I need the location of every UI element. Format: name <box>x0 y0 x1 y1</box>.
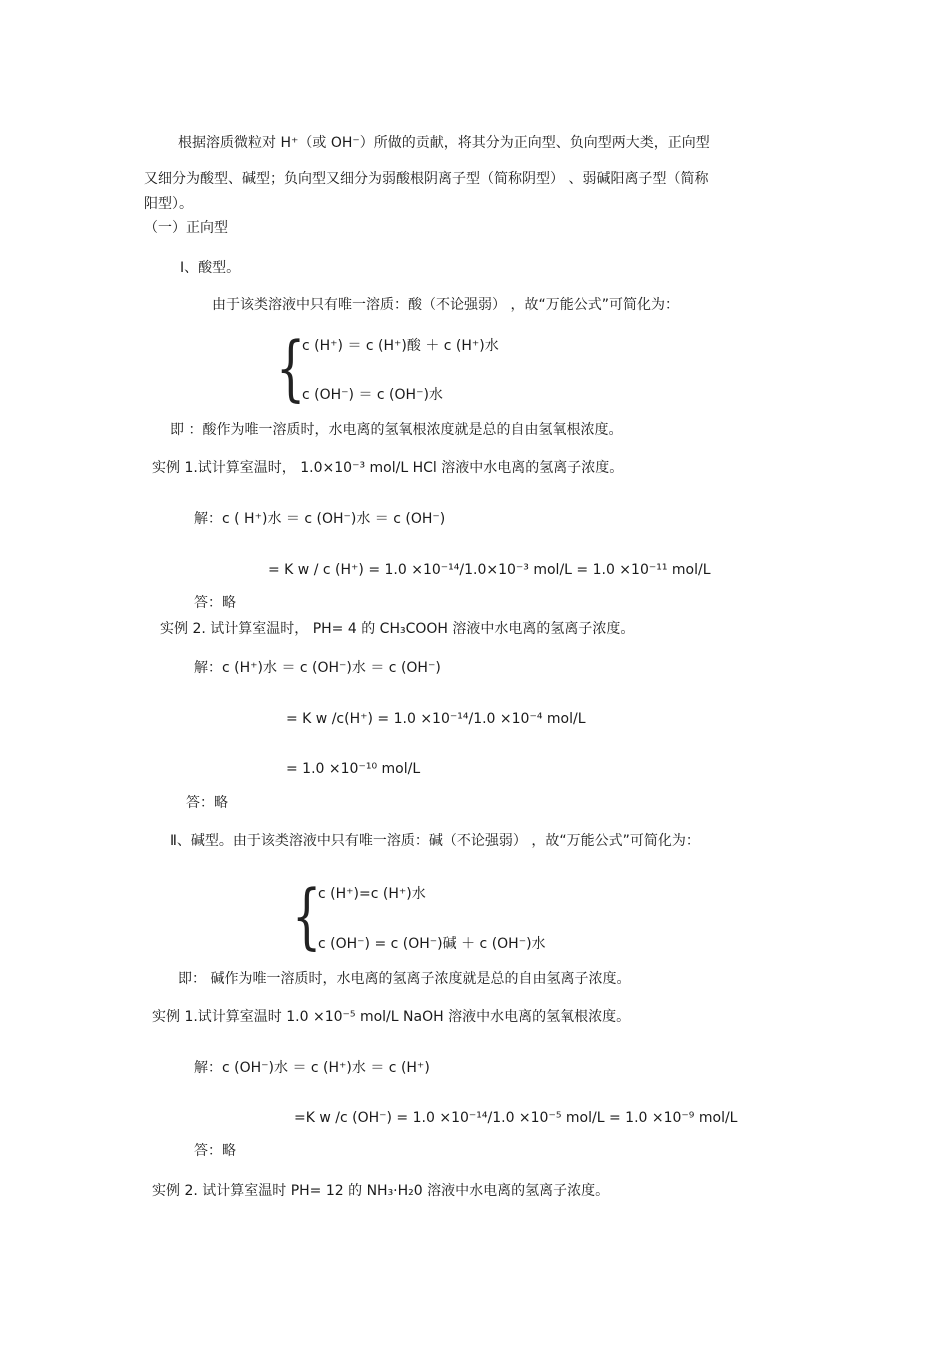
acid-example-2-step-3: = 1.0 ×10⁻¹⁰ mol/L <box>286 761 421 777</box>
base-formula-brace: { <box>292 873 322 958</box>
acid-heading: Ⅰ、酸型。 <box>180 260 241 276</box>
base-example-1-step-2: =K w /c (OH⁻) = 1.0 ×10⁻¹⁴/1.0 ×10⁻⁵ mol/L = 1.0 ×10⁻⁹ mol/L <box>294 1110 738 1126</box>
base-formula-h: c (H⁺)=c (H⁺)水 <box>318 886 426 902</box>
base-example-1-question: 实例 1.试计算室温时 1.0 ×10⁻⁵ mol/L NaOH 溶液中水电离的氢氧根浓度。 <box>152 1009 631 1025</box>
acid-example-1-answer: 答：略 <box>194 595 236 611</box>
acid-formula-brace: { <box>276 325 306 410</box>
base-formula-oh: c (OH⁻) = c (OH⁻)碱 ＋ c (OH⁻)水 <box>318 936 546 952</box>
intro-line-3: 阳型）。 <box>144 196 193 212</box>
acid-formula-h: c (H⁺) ＝ c (H⁺)酸 ＋ c (H⁺)水 <box>302 338 499 354</box>
acid-example-2-step-1: 解：c (H⁺)水 ＝ c (OH⁻)水 ＝ c (OH⁻) <box>194 660 441 676</box>
base-note: 即： 碱作为唯一溶质时，水电离的氢离子浓度就是总的自由氢离子浓度。 <box>178 971 631 987</box>
acid-description: 由于该类溶液中只有唯一溶质：酸（不论强弱） ，故“万能公式”可简化为： <box>212 297 679 313</box>
section-title: （一）正向型 <box>144 220 228 236</box>
base-example-1-step-1: 解：c (OH⁻)水 ＝ c (H⁺)水 ＝ c (H⁺) <box>194 1060 430 1076</box>
intro-line-1: 根据溶质微粒对 H⁺（或 OH⁻）所做的贡献，将其分为正向型、负向型两大类，正向型 <box>178 135 710 151</box>
acid-example-2-answer: 答：略 <box>186 795 228 811</box>
acid-formula-oh: c (OH⁻) ＝ c (OH⁻)水 <box>302 387 443 403</box>
base-example-2-question: 实例 2. 试计算室温时 PH= 12 的 NH₃·H₂0 溶液中水电离的氢离子浓度。 <box>152 1183 610 1199</box>
acid-example-1-step-1: 解：c ( H⁺)水 ＝ c (OH⁻)水 ＝ c (OH⁻) <box>194 511 446 527</box>
acid-example-1-question: 实例 1.试计算室温时， 1.0×10⁻³ mol/L HCl 溶液中水电离的氢离子浓度。 <box>152 460 624 476</box>
acid-example-1-step-2: = K w / c (H⁺) = 1.0 ×10⁻¹⁴/1.0×10⁻³ mol/L = 1.0 ×10⁻¹¹ mol/L <box>268 562 711 578</box>
acid-example-2-step-2: = K w /c(H⁺) = 1.0 ×10⁻¹⁴/1.0 ×10⁻⁴ mol/L <box>286 711 586 727</box>
base-example-1-answer: 答：略 <box>194 1143 236 1159</box>
acid-note: 即 ：酸作为唯一溶质时，水电离的氢氧根浓度就是总的自由氢氧根浓度。 <box>170 422 623 438</box>
base-heading: Ⅱ、碱型。由于该类溶液中只有唯一溶质：碱（不论强弱） ，故“万能公式”可简化为： <box>170 833 700 849</box>
intro-line-2: 又细分为酸型、碱型；负向型又细分为弱酸根阴离子型（简称阴型） 、弱碱阳离子型（简称 <box>144 171 709 187</box>
acid-example-2-question: 实例 2. 试计算室温时， PH= 4 的 CH₃COOH 溶液中水电离的氢离子浓度。 <box>160 621 635 637</box>
